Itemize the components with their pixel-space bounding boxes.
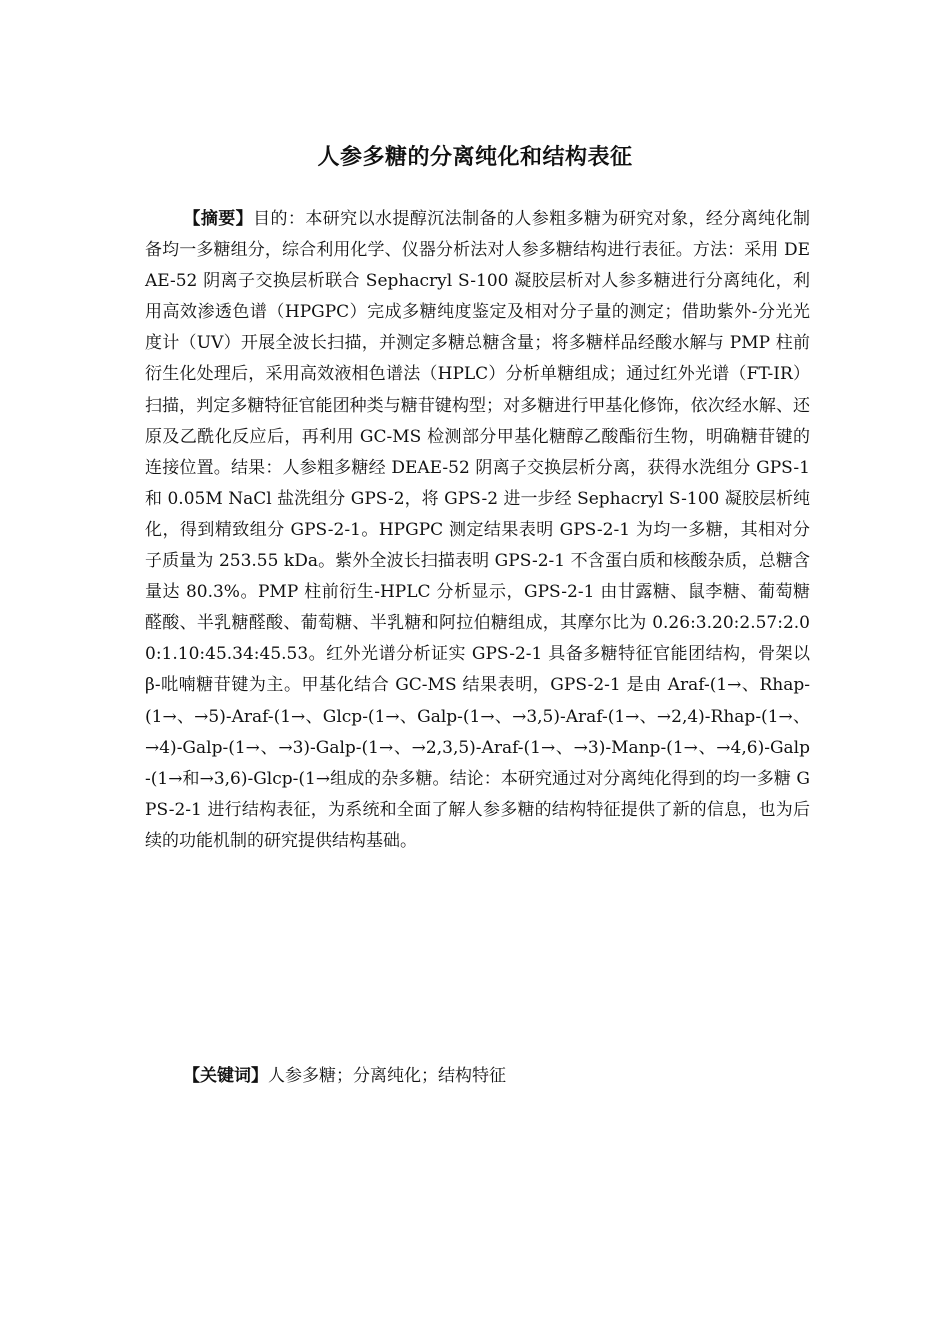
keywords-label: 【关键词】 bbox=[183, 1066, 268, 1086]
abstract-text: 目的：本研究以水提醇沉法制备的人参粗多糖为研究对象，经分离纯化制备均一多糖组分，综合利用化学、仪器分析法对人参多糖结构进行表征。方法：采用 DEAE-52 阴离子交换层析联合 Sephacryl S-100 凝胶层析对人参多糖进行分离纯化，利用高效渗透色谱（HPGPC）完成多糖纯度鉴定及相对分子量的测定；借助紫外-分光光度计（UV）开展全波长扫描，并测定多糖总糖含量；将多糖样品经酸水解与 PMP 柱前衍生化处理后，采用高效液相色谱法（HPLC）分析单糖组成；通过红外光谱（FT-IR）扫描，判定多糖特征官能团种类与糖苷键构型；对多糖进行甲基化修饰，依次经水解、还原及乙酰化反应后，再利用 GC-MS 检测部分甲基化糖醇乙酸酯衍生物，明确糖苷键的连接位置。结果：人参粗多糖经 DEAE-52 阴离子交换层析分离，获得水洗组分 GPS-1 和 0.05M NaCl 盐洗组分 GPS-2，将 GPS-2 进一步经 Sephacryl S-100 凝胶层析纯化，得到精致组分 GPS-2-1。HPGPC 测定结果表明 GPS-2-1 为均一多糖，其相对分子质量为 253.55 kDa。紫外全波长扫描表明 GPS-2-1 不含蛋白质和核酸杂质，总糖含量达 80.3%。PMP 柱前衍生-HPLC 分析显示，GPS-2-1 由甘露糖、鼠李糖、葡萄糖醛酸、半乳糖醛酸、葡萄糖、半乳糖和阿拉伯糖组成，其摩尔比为 0.26:3.20:2.57:2.00:1.10:45.34:45.53。红外光谱分析证实 GPS-2-1 具备多糖特征官能团结构，骨架以 β-吡喃糖苷键为主。甲基化结合 GC-MS 结果表明，GPS-2-1 是由 Araf-(1→、Rhap-(1→、→5)-Araf-(1→、Glcp-(1→、Galp-(1→、→3,5)-Araf-(1→、→2,4)-Rhap-(1→、→4)-Galp-(1→、→3)-Galp-(1→、→2,3,5)-Araf-(1→、→3)-Manp-(1→、→4,6)-Galp-(1→和→3,6)-Glcp-(1→组成的杂多糖。结论：本研究通过对分离纯化得到的均一多糖 GPS-2-1 进行结构表征，为系统和全面了解人参多糖的结构特征提供了新的信息，也为后续的功能机制的研究提供结构基础。 bbox=[145, 209, 811, 851]
abstract-paragraph bbox=[145, 204, 810, 857]
abstract-label: 【摘要】 bbox=[183, 209, 254, 229]
keywords-text: 人参多糖；分离纯化；结构特征 bbox=[268, 1066, 506, 1086]
keywords-paragraph bbox=[145, 1061, 810, 1092]
page-title: 人参多糖的分离纯化和结构表征 bbox=[317, 144, 633, 170]
